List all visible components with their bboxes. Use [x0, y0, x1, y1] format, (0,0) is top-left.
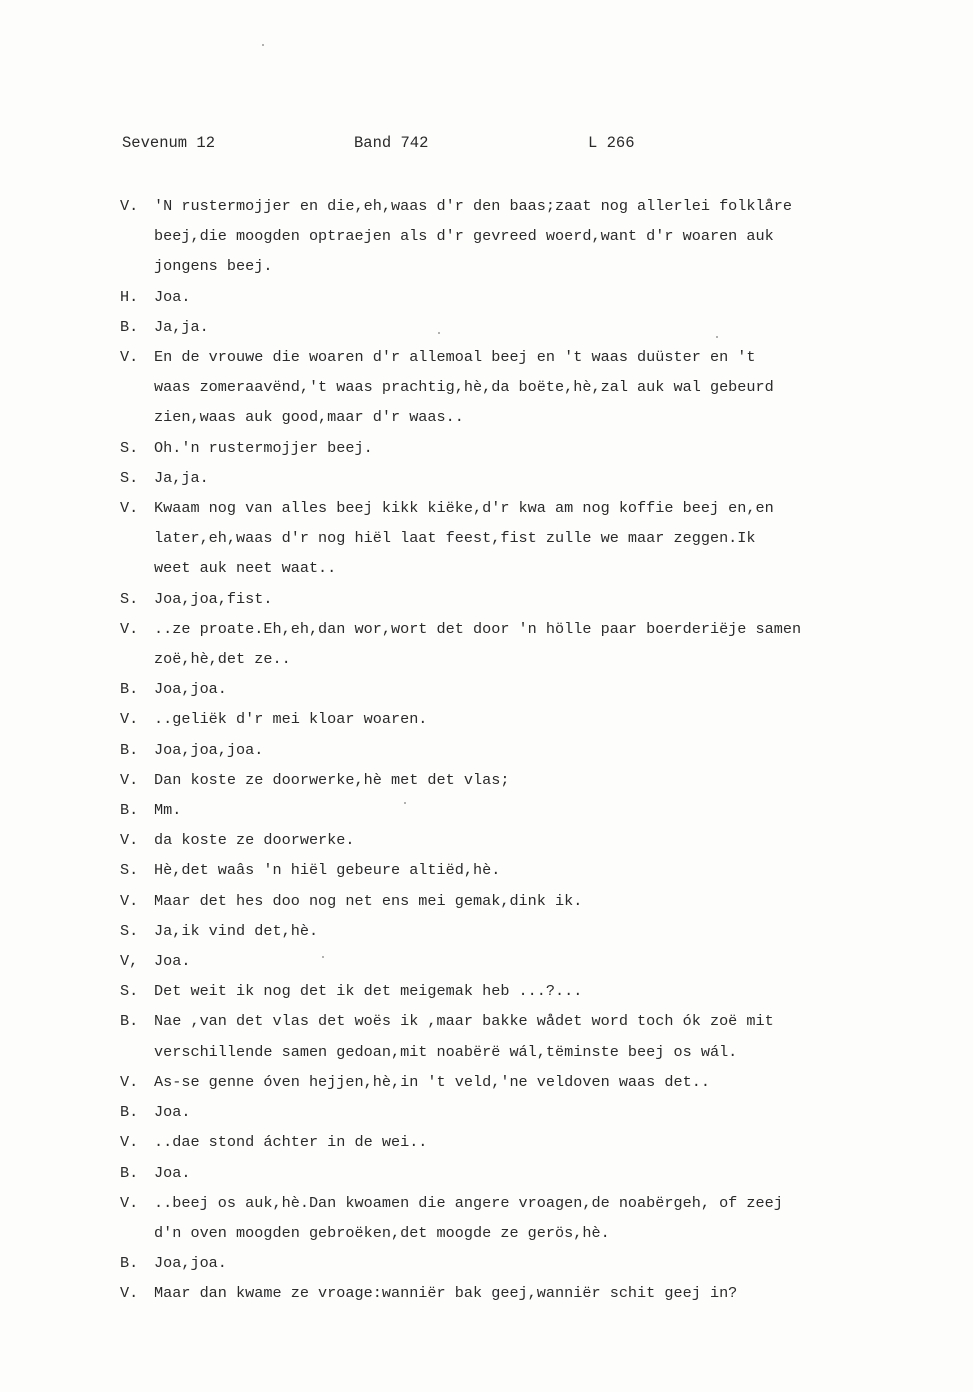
utterance-line: zien,waas auk good,maar d'r waas..	[154, 408, 464, 427]
speaker-label: V,	[120, 952, 139, 971]
transcript-entry	[120, 1097, 880, 1127]
utterance-line: Joa.	[154, 952, 191, 971]
transcript-entry	[120, 886, 880, 916]
utterance	[154, 855, 880, 885]
speaker-label: V.	[120, 770, 139, 789]
transcript-entry	[120, 282, 880, 312]
transcript-entry	[120, 1067, 880, 1097]
utterance-line: Maar dan kwame ze vroage:wanniër bak geej,wanniër schit geej in?	[154, 1284, 738, 1303]
speaker-label: B.	[120, 1254, 139, 1273]
utterance-line: Joa.	[154, 1103, 191, 1122]
speaker-label: B.	[120, 801, 139, 820]
utterance	[154, 493, 880, 584]
transcript-entry	[120, 191, 880, 282]
transcript-entry	[120, 946, 880, 976]
utterance-line: En de vrouwe die woaren d'r allemoal beej en 't waas duüster en 't	[154, 348, 756, 367]
speaker-label: V.	[120, 710, 139, 729]
transcript-entry	[120, 825, 880, 855]
paper-speck	[438, 332, 440, 334]
utterance-line: Ja,ik vind det,hè.	[154, 921, 319, 940]
utterance-line: later,eh,waas d'r nog hiël laat feest,fist zulle we maar zeggen.Ik	[154, 529, 756, 548]
utterance	[154, 946, 880, 976]
transcript-entry	[120, 584, 880, 614]
transcript-entry	[120, 916, 880, 946]
utterance	[154, 282, 880, 312]
utterance	[154, 1097, 880, 1127]
speaker-label: H.	[120, 287, 139, 306]
utterance-line: Joa,joa,fist.	[154, 589, 273, 608]
speaker-label: S.	[120, 921, 139, 940]
utterance	[154, 704, 880, 734]
utterance	[154, 191, 880, 282]
utterance	[154, 1188, 880, 1248]
utterance-line: Oh.'n rustermojjer beej.	[154, 438, 373, 457]
utterance	[154, 312, 880, 342]
speaker-label: S.	[120, 589, 139, 608]
utterance	[154, 342, 880, 433]
utterance-line: Kwaam nog van alles beej kikk kiëke,d'r kwa am nog koffie beej en,en	[154, 499, 774, 518]
utterance-line: ..ze proate.Eh,eh,dan wor,wort det door 'n hölle paar boerderiëje samen	[154, 619, 802, 638]
transcript-entry	[120, 614, 880, 674]
utterance-line: da koste ze doorwerke.	[154, 831, 355, 850]
speaker-label: B.	[120, 680, 139, 699]
transcript-entry	[120, 1158, 880, 1188]
transcript-entry	[120, 463, 880, 493]
utterance	[154, 1067, 880, 1097]
transcript-entry	[120, 1127, 880, 1157]
speaker-label: B.	[120, 1163, 139, 1182]
utterance-line: As-se genne óven hejjen,hè,in 't veld,'ne veldoven waas det..	[154, 1072, 710, 1091]
transcript-entry	[120, 433, 880, 463]
utterance-line: zoë,hè,det ze..	[154, 650, 291, 669]
transcript-entry	[120, 1006, 880, 1066]
utterance	[154, 614, 880, 674]
header-location: Sevenum 12	[122, 134, 216, 152]
utterance	[154, 463, 880, 493]
transcript-entry	[120, 855, 880, 885]
utterance	[154, 1278, 880, 1308]
utterance	[154, 825, 880, 855]
utterance-line: Joa,joa,joa.	[154, 740, 264, 759]
transcript-entry	[120, 704, 880, 734]
speaker-label: V.	[120, 348, 139, 367]
speaker-label: S.	[120, 468, 139, 487]
utterance	[154, 886, 880, 916]
utterance	[154, 1248, 880, 1278]
utterance-line: 'N rustermojjer en die,eh,waas d'r den baas;zaat nog allerlei folklåre	[154, 197, 792, 215]
utterance-line: ..dae stond áchter in de wei..	[154, 1133, 428, 1152]
transcript-entry	[120, 976, 880, 1006]
transcript-entry	[120, 1248, 880, 1278]
transcript-entry	[120, 765, 880, 795]
utterance-line: Nae ,van det vlas det woës ik ,maar bakke wådet word toch ók zoë mit	[154, 1012, 774, 1031]
utterance-line: waas zomeraavënd,'t waas prachtig,hè,da boëte,hè,zal auk wal gebeurd	[154, 378, 774, 397]
speaker-label: V.	[120, 499, 139, 518]
speaker-label: V.	[120, 891, 139, 910]
utterance	[154, 1127, 880, 1157]
transcript-entry	[120, 674, 880, 704]
utterance-line: Det weit ik nog det ik det meigemak heb ...?...	[154, 982, 583, 1001]
utterance	[154, 795, 880, 825]
speaker-label: V.	[120, 1284, 139, 1303]
utterance	[154, 735, 880, 765]
utterance-line: Joa.	[154, 1163, 191, 1182]
speaker-label: B.	[120, 1103, 139, 1122]
utterance-line: weet auk neet waat..	[154, 559, 337, 578]
utterance	[154, 584, 880, 614]
transcript-entry	[120, 312, 880, 342]
utterance-line: beej,die moogden optraejen als d'r gevreed woerd,want d'r woaren auk	[154, 227, 774, 246]
utterance	[154, 1158, 880, 1188]
utterance	[154, 674, 880, 704]
transcript-entry	[120, 493, 880, 584]
utterance-line: Joa,joa.	[154, 680, 227, 699]
utterance-line: ..geliëk d'r mei kloar woaren.	[154, 710, 428, 729]
utterance	[154, 1006, 880, 1066]
utterance-line: Maar det hes doo nog net ens mei gemak,dink ik.	[154, 891, 583, 910]
header-page-number: L 266	[588, 134, 635, 152]
utterance-line: Hè,det waâs 'n hiël gebeure altiëd,hè.	[154, 861, 501, 880]
speaker-label: B.	[120, 1012, 139, 1031]
paper-speck	[322, 956, 324, 958]
utterance-line: Ja,ja.	[154, 468, 209, 487]
utterance-line: jongens beej.	[154, 257, 273, 276]
speaker-label: V.	[120, 1072, 139, 1091]
utterance-line: verschillende samen gedoan,mit noabërë wál,tëminste beej os wál.	[154, 1042, 738, 1061]
speaker-label: V.	[120, 1193, 139, 1212]
paper-speck	[716, 336, 718, 338]
transcript-entry	[120, 795, 880, 825]
header-band: Band 742	[354, 134, 429, 152]
speaker-label: V.	[120, 831, 139, 850]
transcript-entry	[120, 735, 880, 765]
transcript-body	[120, 191, 880, 1309]
speaker-label: S.	[120, 861, 139, 880]
utterance	[154, 433, 880, 463]
utterance	[154, 765, 880, 795]
speaker-label: B.	[120, 740, 139, 759]
paper-speck	[262, 44, 264, 46]
utterance-line: ..beej os auk,hè.Dan kwoamen die angere vroagen,de noabërgeh, of zeej	[154, 1193, 783, 1212]
speaker-label: V.	[120, 619, 139, 638]
transcript-entry	[120, 342, 880, 433]
page-header	[122, 134, 682, 158]
speaker-label: V.	[120, 197, 139, 215]
utterance-line: Joa.	[154, 287, 191, 306]
speaker-label: B.	[120, 317, 139, 336]
speaker-label: S.	[120, 982, 139, 1001]
transcript-entry	[120, 1188, 880, 1248]
utterance-line: Mm.	[154, 801, 182, 820]
utterance	[154, 916, 880, 946]
utterance-line: d'n oven moogden gebroëken,det moogde ze gerös,hè.	[154, 1223, 610, 1242]
utterance-line: Ja,ja.	[154, 317, 209, 336]
paper-speck	[404, 802, 406, 804]
speaker-label: S.	[120, 438, 139, 457]
utterance-line: Dan koste ze doorwerke,hè met det vlas;	[154, 770, 510, 789]
utterance-line: Joa,joa.	[154, 1254, 227, 1273]
speaker-label: V.	[120, 1133, 139, 1152]
transcript-entry	[120, 1278, 880, 1308]
utterance	[154, 976, 880, 1006]
